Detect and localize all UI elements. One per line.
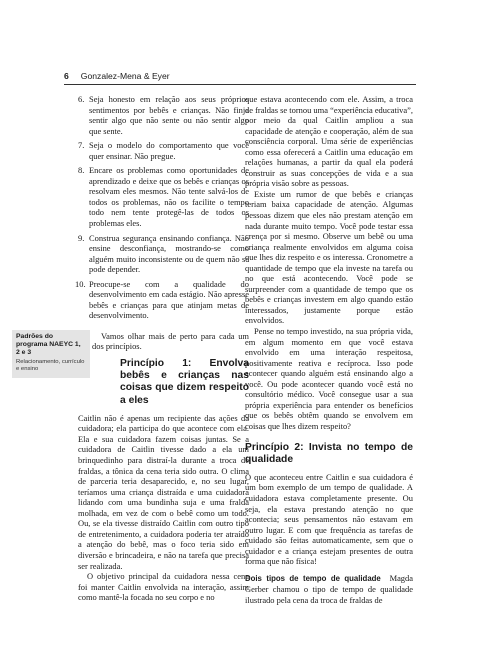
subsection-heading: Dois tipos de tempo de qualidade xyxy=(245,573,381,583)
paragraph: Caitlin não é apenas um recipiente das ações da cuidadora; ela participa do que acontece com ela. Ela e sua cuidadora fazem coisas juntas. Se a cuidadora de Caitlin tivesse dado a ela um brinquedinho para distraí-la durante a troca de fraldas, a tônica da cena teria sido outra. O clima de parceria teria desaparecido, e, no seu lugar, teríamos uma criança distraída e uma cuidadora lidando com uma bundinha suja e uma fralda molhada, em vez de com o bebê como um todo. Ou, se ela tivesse distraído Caitlin com outro tipo de entretenimento, a cuidadora poderia ter atraído a atenção do bebê, mas o foco teria sido em diversão e brincadeira, e não na tarefa que precisa ser realizada. xyxy=(78,412,249,571)
principles-list xyxy=(75,94,249,321)
paragraph-with-subheading: Dois tipos de tempo de qualidade Magda Gerber chamou o tipo de tempo de qualidade ilustrado pela cena da troca de fraldas de xyxy=(245,572,413,605)
paragraph: Pense no tempo investido, na sua própria vida, em algum momento em que você estava envolvido em uma interação respeitosa, positivamente reativa e recíproca. Isso pode acontecer quando alguém está ensinando algo a você. Ou pode acontecer quando você está no consultório médico. Você consegue usar a sua própria experiência para entender os benefícios que os bebês obtêm quando se envolvem em coisas que lhes dizem respeito? xyxy=(245,326,413,431)
paragraph: Existe um rumor de que bebês e crianças teriam baixa capacidade de atenção. Algumas pessoas dizem que eles não prestam atenção em nada durante muito tempo. Você pode testar essa crença por si mesmo. Observe um bebê ou uma criança realmente envolvidos em alguma coisa que lhes diz respeito e os interessa. Cronometre a quantidade de tempo que ela investe na tarefa ou no que está acontecendo. Você pode se surpreender com a quantidade de tempo que os bebês e crianças investem em algo quando estão interessados, justamente porque estão envolvidos. xyxy=(245,188,413,326)
list-item: 6. Seja honesto em relação aos seus próprios sentimentos por bebês e crianças. Não finja sentir algo que não sente ou não sentir algo que sente. xyxy=(78,94,249,136)
paragraph: O que aconteceu entre Caitlin e sua cuidadora é um bom exemplo de um tempo de qualidade. A cuidadora estava completamente presente. Ou seja, ela estava prestando atenção no que acontecia; seus pensamentos não estavam em outro lugar. E com que frequência as tarefas de cuidado são feitas automaticamente, sem que o cuidador e a criança estejam presentes de outra forma que não física! xyxy=(245,471,413,567)
list-item: 9. Construa segurança ensinando confiança. Não ensine desconfiança, mostrando-se como alguém muito inconsistente ou de quem não se pode depender. xyxy=(78,232,249,275)
sidebar-subtitle: Relacionamento, currículo e ensino xyxy=(16,359,85,372)
section-heading-principle-1: Princípio 1: Envolva bebês e crianças nas coisas que dizem respeito a eles xyxy=(120,358,249,406)
left-column xyxy=(75,94,249,603)
list-item: 10. Preocupe-se com a qualidade do desenvolvimento em cada estágio. Não apresse bebês e crianças para que atinjam metas de desenvolvimento. xyxy=(75,278,249,321)
paragraph: O objetivo principal da cuidadora nessa cena foi manter Caitlin envolvida na interação, assim como mantê-la focada no seu corpo e no xyxy=(78,571,249,603)
section-heading-principle-2: Princípio 2: Invista no tempo de qualidade xyxy=(245,441,413,465)
paragraph: que estava acontecendo com ele. Assim, a troca de fraldas se tornou uma “experiência educativa”, por meio da qual Caitlin ampliou a sua capacidade de atenção e cooperação, além de sua consciência corporal. Uma série de experiências como essa oferecerá a Caitlin uma educação em relações humanas, a partir da qual ela poderá construir as suas concepções de vida e a sua própria visão sobre as pessoas. xyxy=(245,94,413,189)
sidebar-title: Padrões do programa NAEYC 1, 2 e 3 xyxy=(16,333,81,356)
list-item: 7. Seja o modelo do comportamento que você quer ensinar. Não pregue. xyxy=(78,140,249,161)
right-column xyxy=(245,94,413,605)
intro-paragraph: Vamos olhar mais de perto para cada um dos princípios. xyxy=(92,330,249,352)
list-item: 8. Encare os problemas como oportunidades de aprendizado e deixe que os bebês e crianças os resolvam eles mesmos. Não tente salvá-los de todos os problemas, não os facilite o tempo todo nem tente protegê-las de todos os problemas eles. xyxy=(78,165,249,229)
running-header-authors: Gonzalez-Mena & Eyer xyxy=(80,71,170,81)
page-number: 6 xyxy=(64,71,69,81)
sidebar-standards-box xyxy=(12,330,90,378)
header-rule xyxy=(64,84,416,85)
running-header xyxy=(64,69,414,81)
